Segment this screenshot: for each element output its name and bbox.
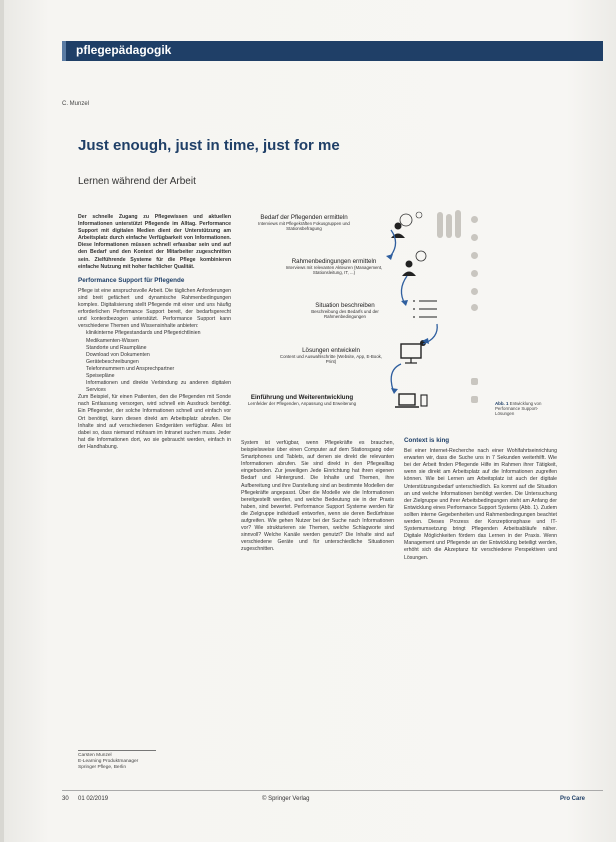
side-icon bbox=[471, 288, 478, 295]
lead-paragraph: Der schnelle Zugang zu Pflegewissen und aktuellen Informationen unterstützt Pflegende im Alltag. Performance Support mit digitalen Medien dient der Unterstützung am Arbeitsplatz durch einfache Verfügbarkeit von Informationen. Diese Informationen müssen schnell erfassbar sein und auf den Bedarf und den Kontext der Mitarbeiter zugeschnitten sein. Zielführende Systeme für die Pflege kombinieren einfache Nutzung mit hoher fachlicher Qualität. bbox=[78, 214, 231, 270]
diagram-step-1: Bedarf der Pflegenden ermitteln Interviews mit Pflegekräften Fokusgruppen und Stationsbefragung bbox=[258, 214, 350, 232]
side-icon bbox=[471, 396, 478, 403]
body-paragraph: Zum Beispiel, für einen Patienten, den die Pflegenden mit Sonde nach Entlassung versorgen, wird schnell ein Ausdruck benötigt. Ein Pflegender, der solche Informationen schnell und einfach vor Ort benötigt, kann diesen direkt am Arbeitsplatz abrufen. Die Inhalte sind auf verschiedenen Endgeräten verfügbar. Alles ist dabei so, dass niemand mühsam im Intranet suchen muss. Jeder hat die Informationen dort, wo sie gebraucht werden, einfach in der Handhabung. bbox=[78, 394, 231, 450]
laptop-icon bbox=[395, 394, 427, 407]
column-3 bbox=[404, 437, 557, 780]
list-item: • Gerätebeschreibungen bbox=[86, 359, 231, 366]
list-item: • Standorte und Raumpläne bbox=[86, 345, 231, 352]
issue: 01 02/2019 bbox=[78, 796, 109, 802]
process-diagram bbox=[241, 206, 486, 440]
diagram-step-3: Situation beschreiben Beschreibung des Bedarfs und der Rahmenbedingungen bbox=[311, 302, 379, 320]
diagram-step-4: Lösungen entwickeln Content und Auswahlschritte (Website, App, E-Book, Print) bbox=[279, 347, 383, 365]
monitor-icon bbox=[401, 340, 426, 363]
diagram-step-5: Einführung und Weiterentwicklung Lernfelder der Pflegenden, Anpassung und Erweiterung bbox=[247, 394, 357, 406]
side-icon bbox=[471, 378, 478, 385]
section-header-tab bbox=[62, 41, 66, 61]
list-item: • Medikamenten-Wissen bbox=[86, 338, 231, 345]
list-item: • Telefonnummern und Ansprechpartner bbox=[86, 366, 231, 373]
person-group-icon bbox=[402, 251, 426, 276]
checklist-icon bbox=[413, 301, 437, 317]
section-heading-context: Context is king bbox=[404, 437, 450, 444]
body-paragraph: Pflege ist eine anspruchsvolle Arbeit. Die täglichen Anforderungen sind breit gefächert und dynamische Rahmenbedingungen komplex. Digitalisierung stellt Pflegende mit einer und uns häufig erforderlichen Performance Support bereit, der bedarfsgerecht und kontextbezogen unterstützt. Performance Support kann verschiedene Themen und Wissensinhalte anbieten: bbox=[78, 287, 231, 330]
journal-name: Pro Care bbox=[560, 796, 586, 802]
author: C. Munzel bbox=[62, 101, 90, 107]
article-subtitle: Lernen während der Arbeit bbox=[78, 176, 196, 187]
column-2 bbox=[241, 440, 394, 780]
list-item: • Download von Dokumenten bbox=[86, 352, 231, 359]
flow-arrows bbox=[389, 230, 437, 390]
side-icon bbox=[471, 234, 478, 241]
page-edge bbox=[0, 0, 4, 842]
body-paragraph: System ist verfügbar, wenn Pflegekräfte es brauchen, beispielsweise über einen Computer auf dem Stationsgang oder Smartphones und Tablets, auf denen sie direkt die relevanten Informationen abrufen. Sie sind direkt in den Pflegealltag eingebunden. Zur jeweiligen Jede Einrichtung hat ihren eigenen Bedarf und Hintergrund. Die Inhalte und Themen, ihre Aufbereitung und ihre Darstellung sind an bestimmte Modellen der Pflegekräfte angepasst. Über die Modelle wie die Informationen bereitgestellt werden, und welche Bedeutung sie in der Praxis haben, sind bewertet. Performance Support Systeme werden für die Zielgruppe individuell entworfen, wenn sie deren Bedürfnisse aufgreifen. Wie gehen Nutzer bei der Suche nach Informationen vor? Wie strukturieren sie Themen, welche Schlagworte sind sinnvoll? Welche Kanäle werden genutzt? Die Inhalte sind auf verschiedene Geräte und für unterschiedliche Situationen zugeschnitten. bbox=[241, 440, 394, 553]
section-title: pflegepädagogik bbox=[76, 43, 172, 57]
figure-caption bbox=[495, 401, 545, 417]
list-item: • klinikinterne Pflegestandards und Pflegerichtlinien bbox=[86, 330, 231, 337]
person-chat-icon bbox=[391, 210, 461, 238]
side-icon bbox=[471, 216, 478, 223]
bullet-list bbox=[78, 330, 231, 394]
side-icon bbox=[471, 270, 478, 277]
section-heading-performance-support: Performance Support für Pflegende bbox=[78, 276, 185, 284]
article-title: Just enough, just in time, just for me bbox=[78, 137, 340, 154]
footnote: Carsten Munzel E-Learning Produktmanager Springer Pflege, Berlin bbox=[78, 753, 139, 771]
diagram-step-2: Rahmenbedingungen ermitteln Interviews mit relevanten Akteuren (Management, Stationsleitung, IT, ...) bbox=[285, 258, 383, 276]
body-paragraph: Bei einer Internet-Recherche nach einer Wohlfahrtseinrichtung erwarten wir, dass die Suche uns in 7 Sekunden weiterhilft. Wie bei der Arbeit finden Pflegende Hilfe im Rahmen ihrer Tätigkeit, wenn sie direkt am Arbeitsplatz auf die Informationen zugreifen können. Wie bei Lernen am Arbeitsplatz ist auch der digitale Unterstützungsbedarf unterschiedlich. Es kommt auf die Situation an und welche Informationen benötigt werden. Die Untersuchung der Zielgruppe und ihrer Arbeitsbedingungen steht am Anfang der Entwicklung eines Performance Support Systems (Abb. 1). Zudem sollten interne Gegebenheiten und Rahmenbedingungen beachtet werden. Dieses Prozess der Konzeptionsphase und IT-Systemumsetzung bringt Pflegenden Arbeitsabläufe näher. Digitale Möglichkeiten fördern das Lernen in der Praxis. Wenn Management und Pflegende an der Entwicklung beteiligt werden, erhöht sich die Akzeptanz für verschiedene Perspektiven und Lösungen. bbox=[404, 448, 557, 561]
footnote-rule bbox=[78, 750, 156, 751]
list-item: • Speisepläne bbox=[86, 373, 231, 380]
list-item: • Informationen und direkte Verbindung zu anderen digitalen Services bbox=[86, 380, 231, 394]
publisher: © Springer Verlag bbox=[262, 796, 310, 802]
figure-caption-text: Entwicklung von Performance Support-Lösungen bbox=[495, 401, 542, 417]
footer-rule bbox=[62, 790, 603, 791]
column-1 bbox=[78, 214, 231, 744]
side-icon bbox=[471, 304, 478, 311]
diagram-graphics bbox=[241, 206, 486, 440]
page-number: 30 bbox=[62, 796, 69, 802]
side-icon bbox=[471, 252, 478, 259]
figure-label: Abb. 1 bbox=[495, 401, 509, 406]
section-header-bar bbox=[62, 41, 603, 61]
